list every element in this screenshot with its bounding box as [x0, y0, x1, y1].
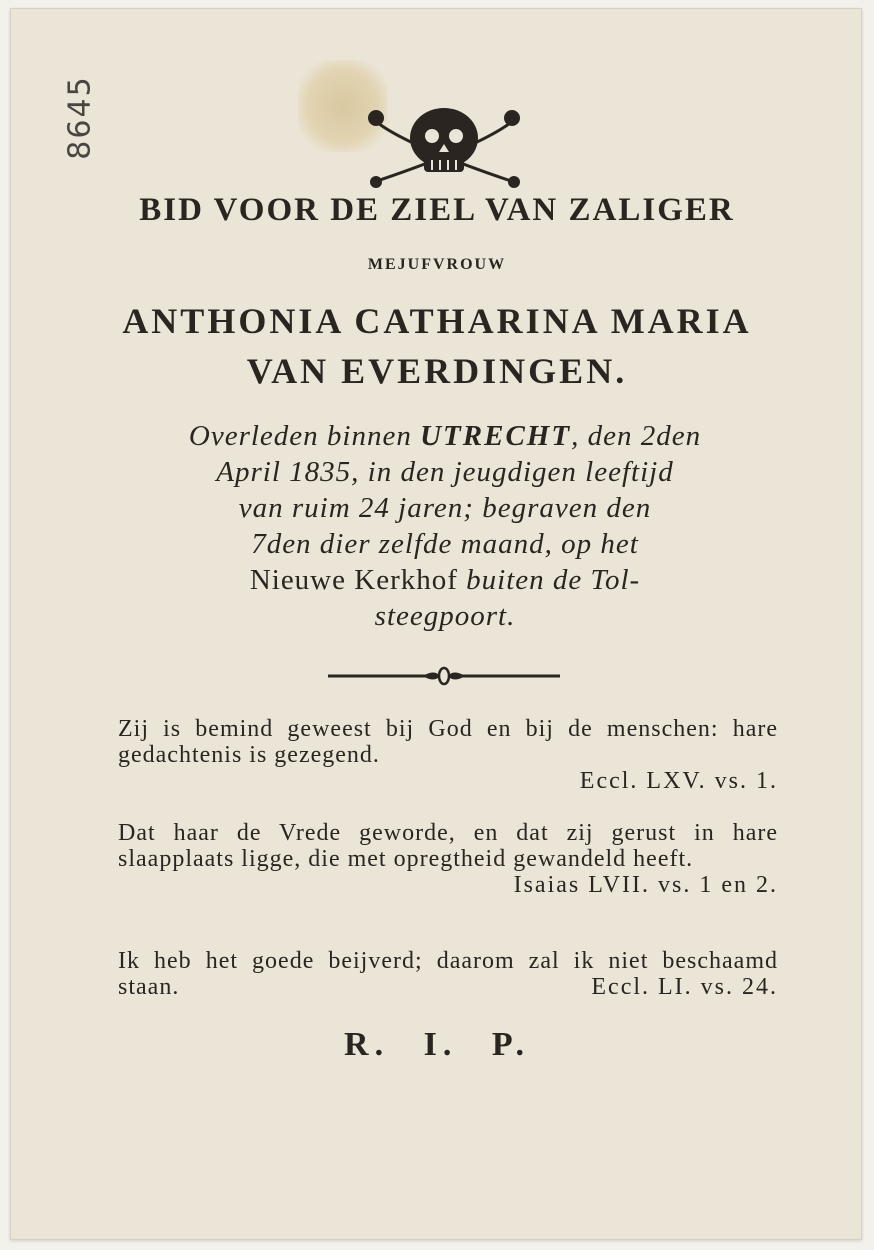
name-line-2: VAN EVERDINGEN.: [246, 351, 628, 391]
death-line-2: April 1835, in den jeugdigen leeftijd: [216, 456, 674, 488]
death-date-day: , den 2den: [571, 420, 702, 452]
handwritten-inventory-number: 8645: [62, 75, 98, 160]
verse-1-reference: Eccl. LXV. vs. 1.: [579, 768, 778, 794]
verse-3-reference: Eccl. LI. vs. 24.: [591, 974, 778, 1000]
skull-and-crossbones-icon: [364, 100, 524, 190]
ornamental-divider: [326, 666, 562, 686]
death-line-3: van ruim 24 jaren; begraven den: [238, 492, 652, 524]
verse-1-text: Zij is bemind geweest bij God en bij de menschen: hare gedachtenis is gezegend.: [118, 716, 778, 768]
death-line-4: 7den dier zelfde maand, op het: [251, 528, 639, 560]
death-line-1: [110, 418, 780, 454]
rip-closing: R. I. P.: [344, 1026, 530, 1063]
card-heading: BID VOOR DE ZIEL VAN ZALIGER: [139, 192, 735, 228]
death-notice: [110, 418, 780, 634]
burial-place: Nieuwe Kerkhof: [249, 564, 458, 596]
honorific: MEJUFVROUW: [367, 256, 507, 273]
name-line-1: ANTHONIA CATHARINA MARIA: [122, 301, 752, 341]
deceased-name: [0, 296, 874, 396]
death-line-5: [110, 562, 780, 598]
verse-3: [118, 948, 778, 1000]
death-line-6: steegpoort.: [374, 600, 516, 632]
verse-1: [118, 716, 778, 794]
death-line-1-text: Overleden binnen: [188, 420, 421, 452]
verse-2-text: Dat haar de Vrede geworde, en dat zij gerust in hare slaapplaats ligge, die met opregtheid gewandeld heeft.: [118, 820, 778, 872]
verse-2: [118, 820, 778, 898]
verse-2-reference: Isaias LVII. vs. 1 en 2.: [513, 872, 778, 898]
death-city: UTRECHT: [420, 420, 572, 452]
burial-place-location: buiten de Tol-: [457, 564, 641, 596]
verse-3-text: Ik heb het goede beijverd; daarom zal ik niet beschaamd staan.: [118, 948, 778, 1000]
